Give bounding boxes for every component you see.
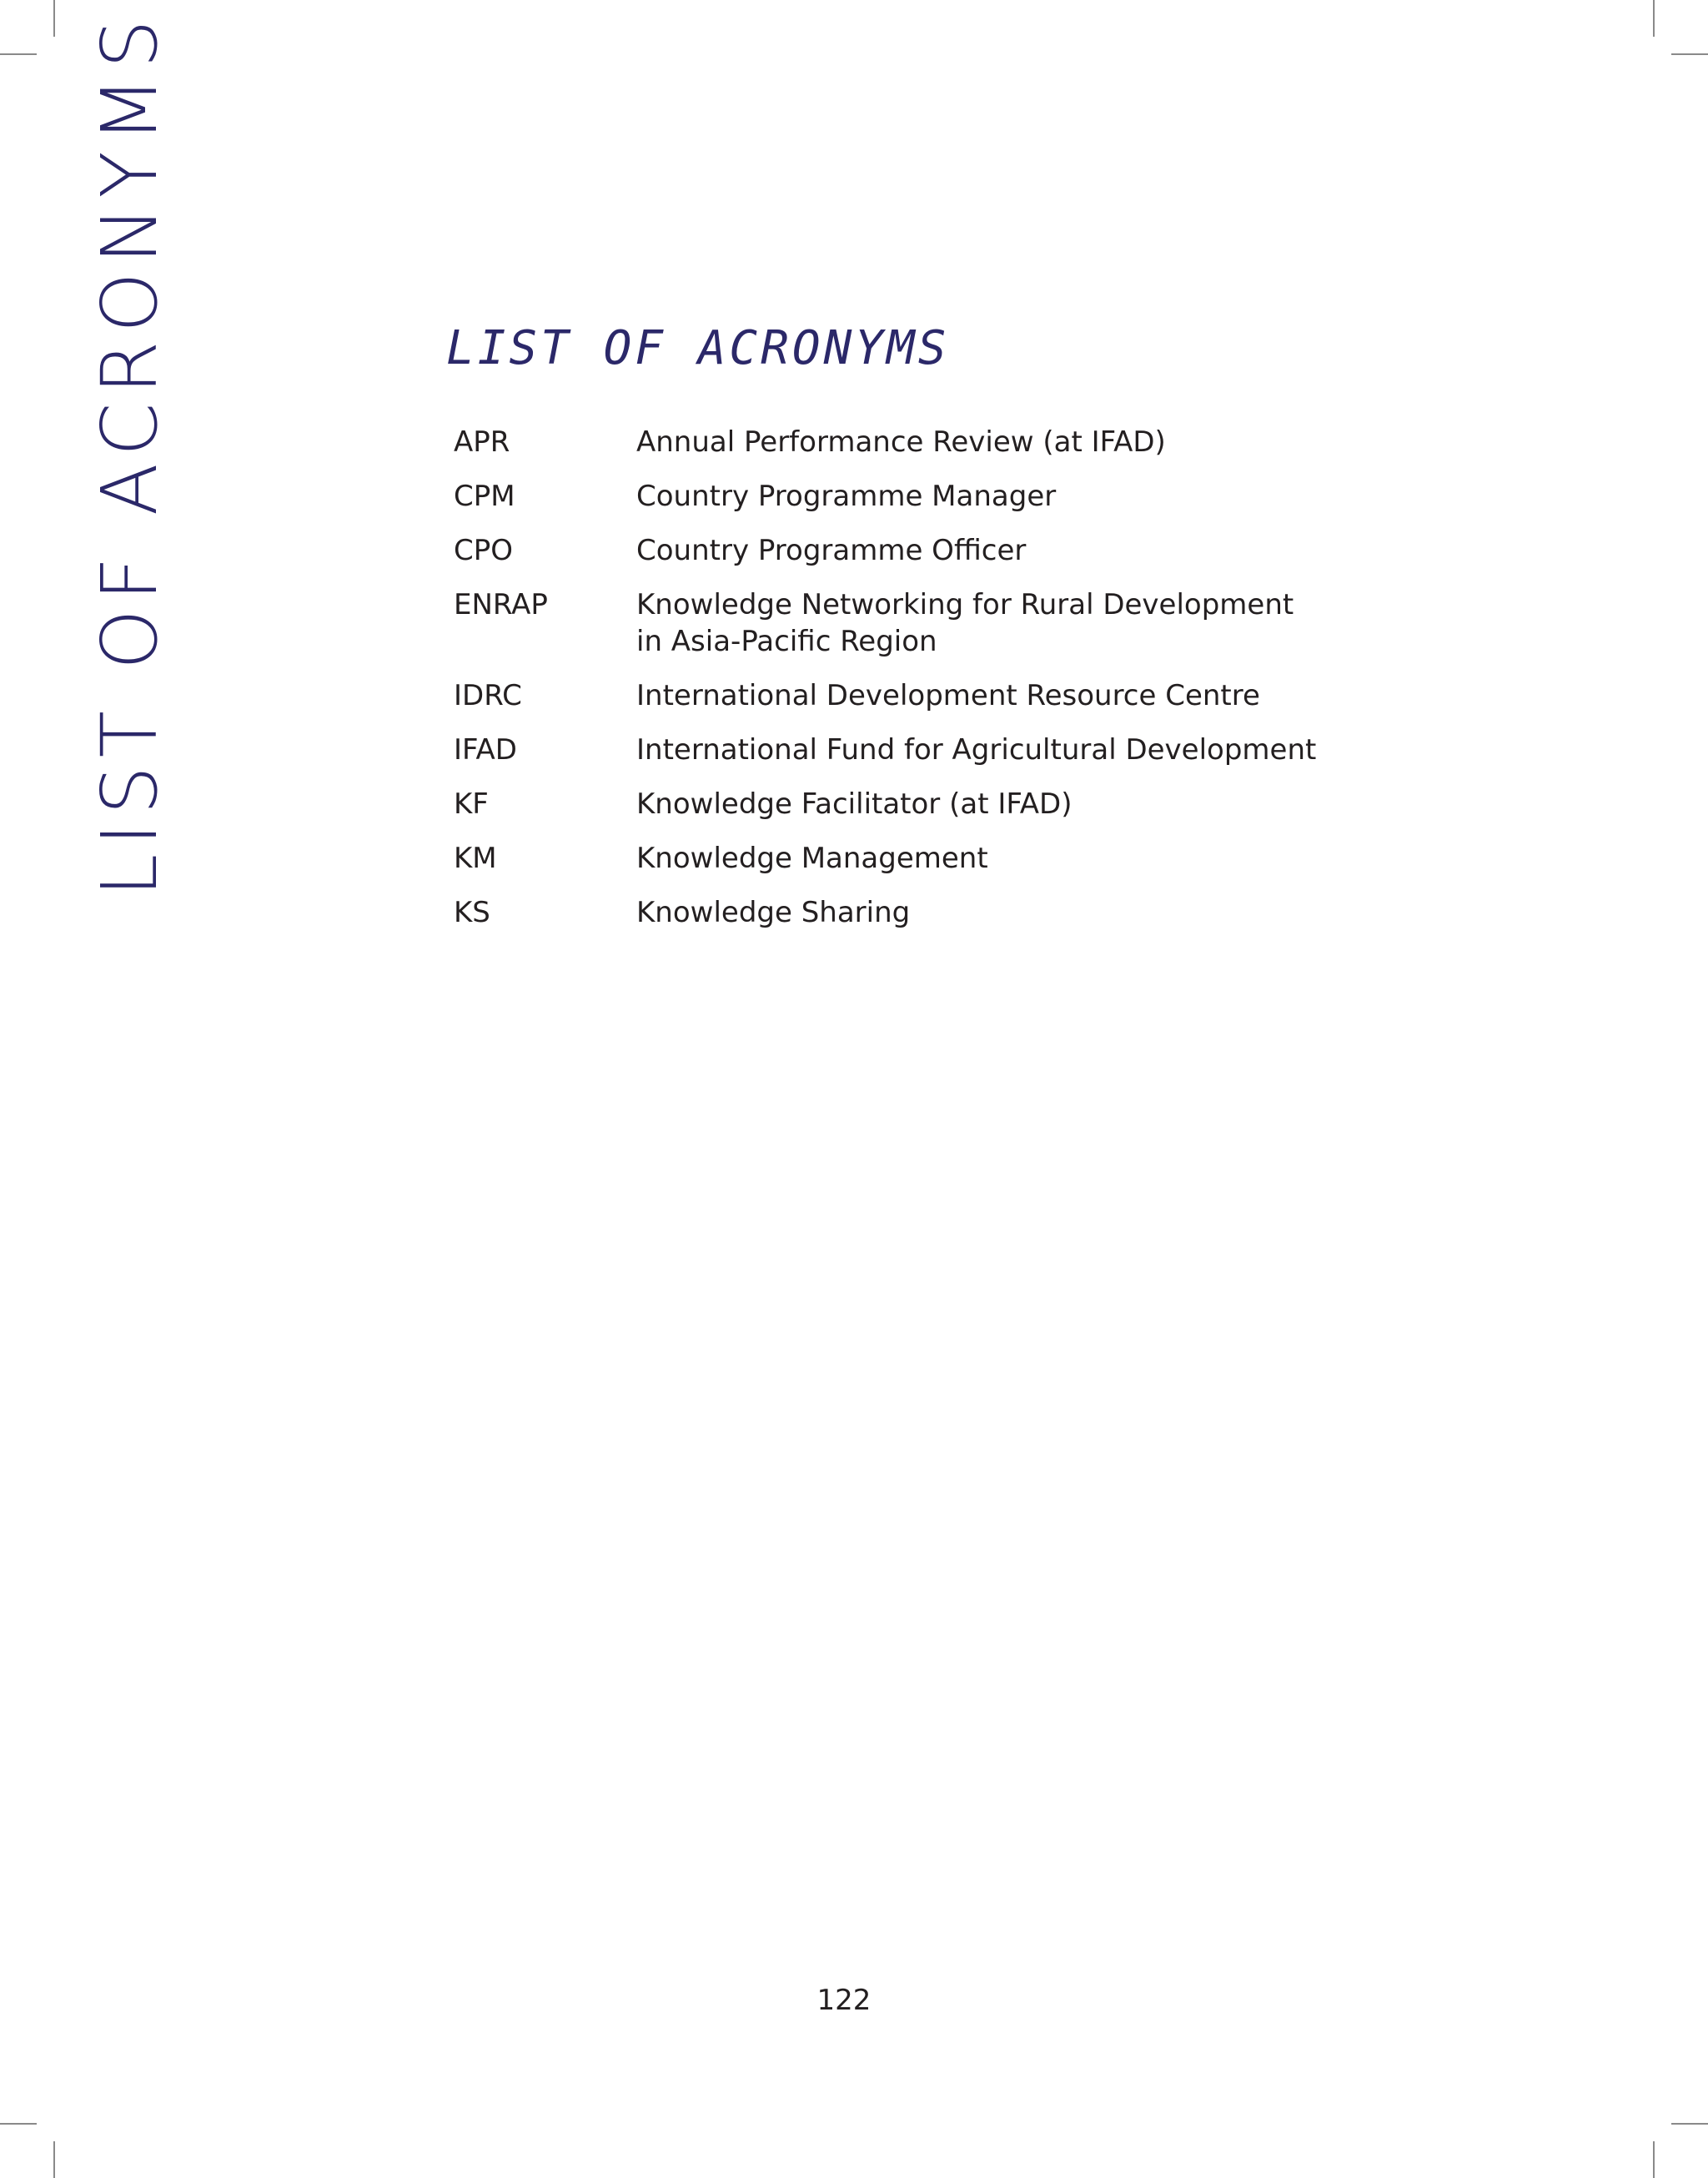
acronym: KS (454, 896, 490, 929)
list-item (454, 894, 1371, 931)
page-title: LIST OF ACRONYMS (446, 321, 950, 375)
crop-mark (1671, 2123, 1708, 2125)
list-item (454, 586, 1371, 660)
crop-mark (1653, 0, 1655, 37)
list-item (454, 840, 1371, 877)
acronym: CPM (454, 480, 515, 513)
acronym-definition: International Fund for Agricultural Development (636, 733, 1317, 767)
acronym-definition: Knowledge Networking for Rural Development in Asia-Pacific Region (636, 588, 1294, 658)
acronym-definition: Knowledge Facilitator (at IFAD) (636, 787, 1073, 821)
list-item (454, 532, 1371, 569)
page-number: 122 (816, 1984, 872, 2017)
acronym: KF (454, 787, 489, 821)
side-title: LIST OF ACRONYMS (85, 11, 174, 897)
acronym: CPO (454, 534, 514, 567)
crop-mark (1671, 53, 1708, 55)
crop-mark (0, 53, 37, 55)
list-item (454, 424, 1371, 460)
list-item (454, 732, 1371, 768)
acronym-definition: Knowledge Sharing (636, 896, 911, 929)
acronym: ENRAP (454, 588, 548, 621)
acronym: KM (454, 842, 497, 875)
acronym-definition: Knowledge Management (636, 842, 988, 875)
acronym: APR (454, 425, 510, 459)
acronym-list (454, 424, 1371, 948)
crop-mark (1653, 2141, 1655, 2178)
acronym-definition: International Development Resource Centre (636, 679, 1260, 712)
crop-mark (0, 2123, 37, 2125)
acronym: IDRC (454, 679, 522, 712)
acronym: IFAD (454, 733, 517, 767)
list-item (454, 677, 1371, 714)
acronym-definition: Annual Performance Review (at IFAD) (636, 425, 1166, 459)
acronym-definition: Country Programme Officer (636, 534, 1027, 567)
crop-mark (53, 0, 55, 37)
crop-mark (53, 2141, 55, 2178)
list-item (454, 478, 1371, 515)
list-item (454, 786, 1371, 822)
acronym-definition: Country Programme Manager (636, 480, 1057, 513)
